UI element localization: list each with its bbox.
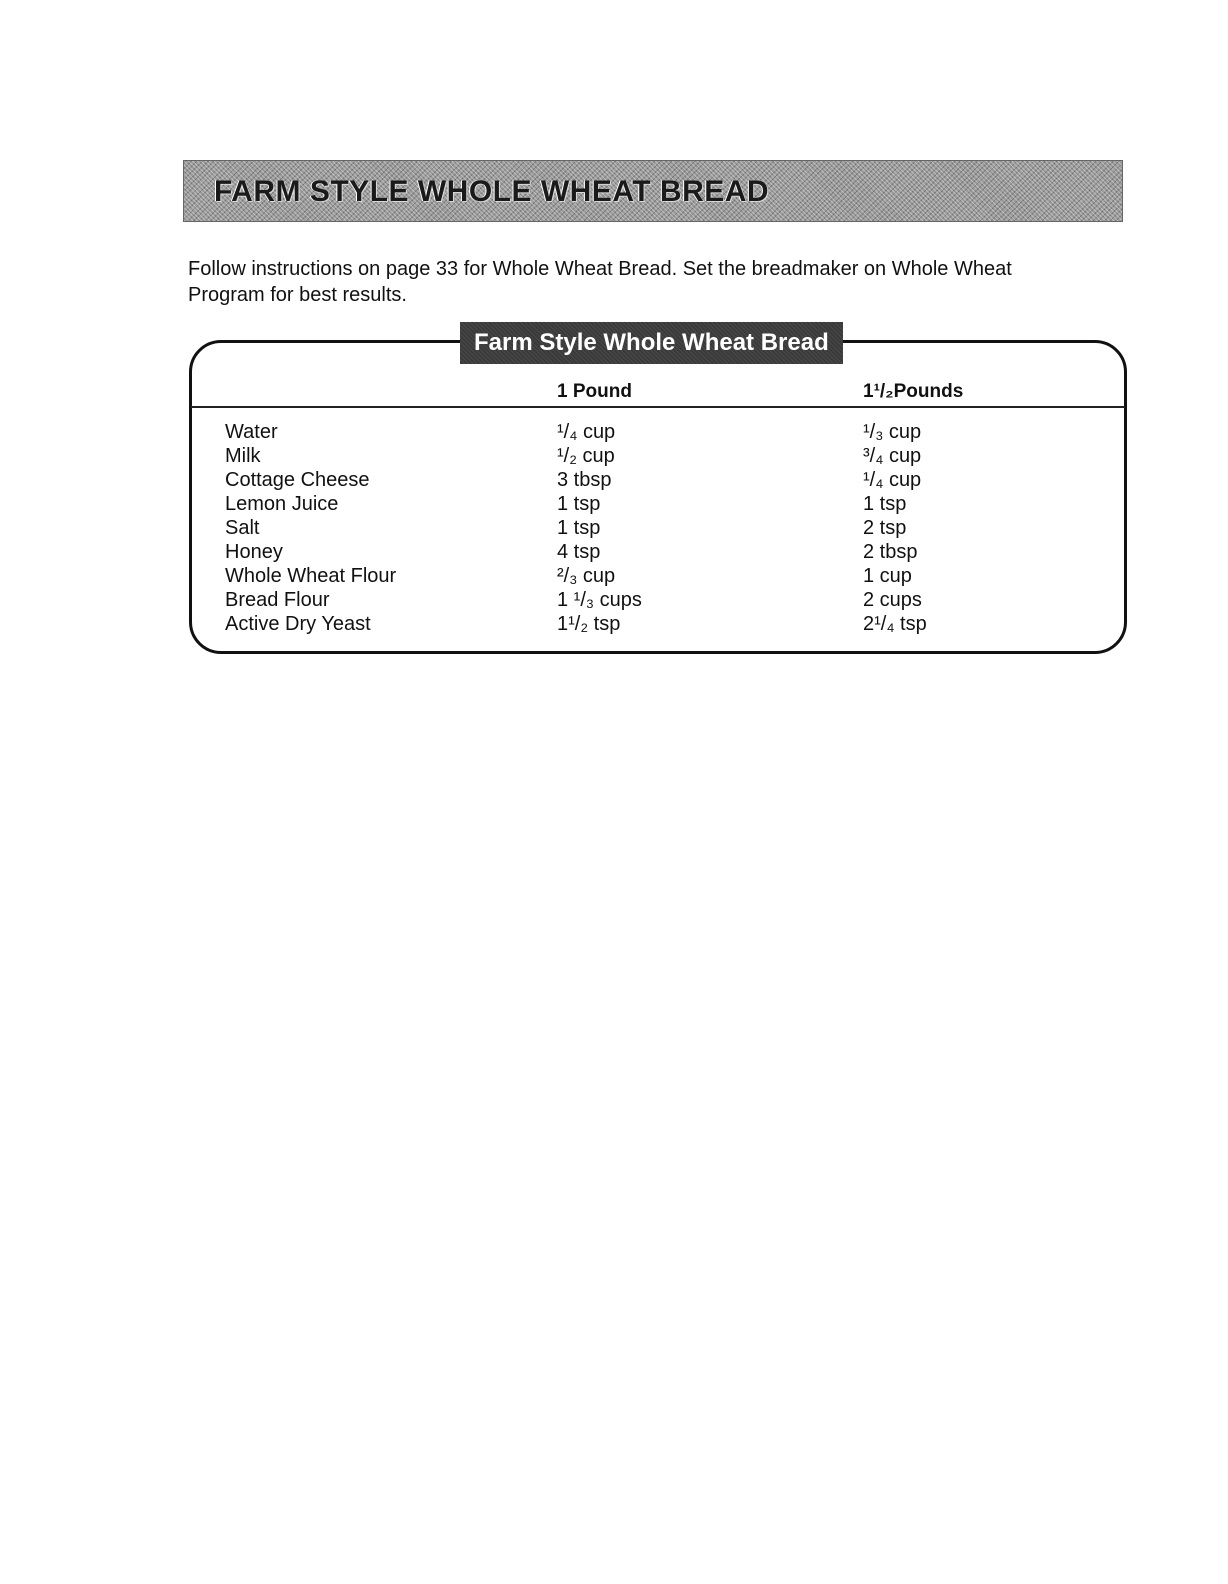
ingredient-row [225,612,1105,636]
ingredient-row [225,420,1105,444]
amount-1-pound: 1 ¹/₃ cups [557,589,642,611]
ingredient-row [225,444,1105,468]
ingredient-name: Cottage Cheese [225,469,370,491]
amount-1-5-pounds: ¹/₄ cup [863,469,922,491]
amount-1-pound: ²/₃ cup [557,565,616,587]
amount-1-5-pounds: 1 tsp [863,493,907,515]
ingredient-list [225,420,1105,636]
recipe-table-title: Farm Style Whole Wheat Bread [460,322,843,364]
ingredient-row [225,564,1105,588]
ingredient-row [225,492,1105,516]
amount-1-5-pounds: 2 tbsp [863,541,918,563]
header-divider [191,406,1125,408]
amount-1-pound: 1¹/₂ tsp [557,613,621,635]
ingredient-name: Whole Wheat Flour [225,565,397,587]
amount-1-5-pounds: ¹/₃ cup [863,421,922,443]
ingredient-name: Active Dry Yeast [225,613,371,635]
amount-1-5-pounds: ³/₄ cup [863,445,922,467]
amount-1-5-pounds: 2 tsp [863,517,907,539]
amount-1-5-pounds: 2¹/₄ tsp [863,613,927,635]
amount-1-pound: ¹/₂ cup [557,445,615,467]
amount-1-pound: 3 tbsp [557,469,612,491]
amount-1-pound: 4 tsp [557,541,601,563]
amount-1-5-pounds: 1 cup [863,565,912,587]
amount-1-pound: ¹/₄ cup [557,421,616,443]
ingredient-name: Bread Flour [225,589,330,611]
title-banner [183,160,1123,222]
ingredient-row [225,468,1105,492]
ingredient-row [225,588,1105,612]
ingredient-name: Salt [225,517,260,539]
column-header-1-pound: 1 Pound [557,381,632,402]
amount-1-pound: 1 tsp [557,517,601,539]
column-header-1-5-pounds: 1¹/₂Pounds [863,381,964,402]
ingredient-row [225,540,1105,564]
ingredient-name: Lemon Juice [225,493,339,515]
amount-1-pound: 1 tsp [557,493,601,515]
ingredient-name: Milk [225,445,261,467]
page-title: FARM STYLE WHOLE WHEAT BREAD [214,175,770,208]
ingredient-row [225,516,1105,540]
ingredient-name: Honey [225,541,283,563]
amount-1-5-pounds: 2 cups [863,589,922,611]
intro-paragraph: Follow instructions on page 33 for Whole Wheat Bread. Set the breadmaker on Whole Wheat Program for best results. [188,258,1012,306]
ingredient-name: Water [225,421,278,443]
